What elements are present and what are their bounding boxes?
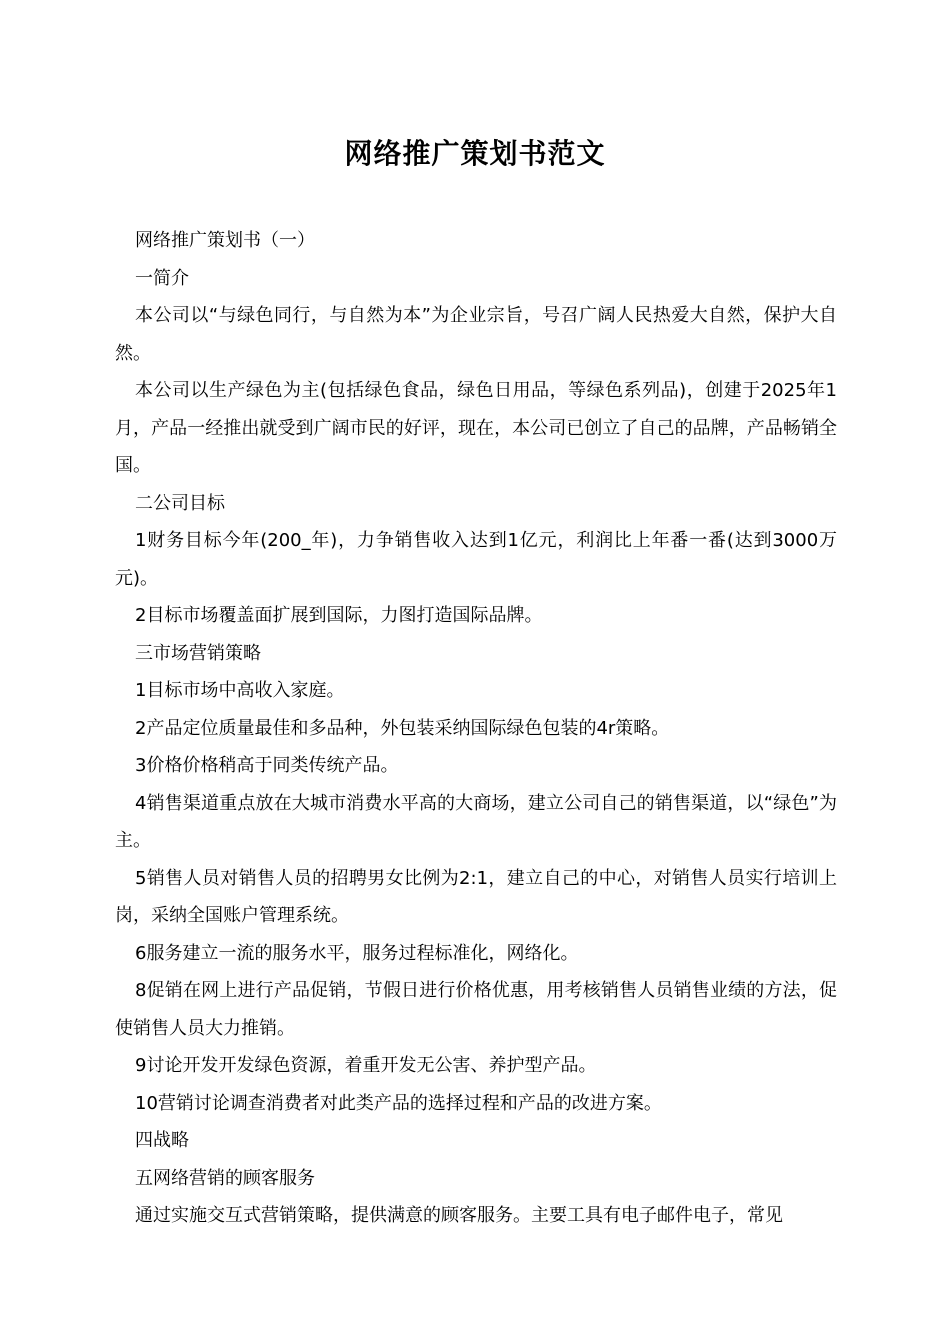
paragraph: 本公司以生产绿色为主(包括绿色食品，绿色日用品，等绿色系列品)，创建于2025年1月，产品一经推出就受到广阔市民的好评，现在，本公司已创立了自己的品牌，产品畅销全国。 bbox=[115, 380, 837, 476]
section-heading-customer-service: 五网络营销的顾客服务 bbox=[135, 1167, 315, 1189]
section-heading-strategy: 四战略 bbox=[135, 1130, 189, 1151]
section-heading-marketing-strategy: 三市场营销策略 bbox=[135, 642, 261, 664]
paragraph: 5销售人员对销售人员的招聘男女比例为2:1，建立自己的中心，对销售人员实行培训上岗，采纳全国账户管理系统。 bbox=[115, 867, 837, 926]
section-heading-company-goals: 二公司目标 bbox=[135, 492, 225, 514]
paragraph: 2产品定位质量最佳和多品种，外包装采纳国际绿色包装的4r策略。 bbox=[135, 717, 670, 739]
paragraph: 6服务建立一流的服务水平，服务过程标准化，网络化。 bbox=[135, 942, 579, 964]
document-body bbox=[115, 222, 837, 1235]
paragraph: 通过实施交互式营销策略，提供满意的顾客服务。主要工具有电子邮件电子，常见 bbox=[135, 1205, 783, 1226]
paragraph: 3价格价格稍高于同类传统产品。 bbox=[135, 755, 399, 776]
paragraph: 1财务目标今年(200_年)，力争销售收入达到1亿元，利润比上年番一番(达到3000万元)。 bbox=[115, 530, 837, 589]
paragraph: 10营销讨论调查消费者对此类产品的选择过程和产品的改进方案。 bbox=[135, 1092, 662, 1114]
paragraph: 2目标市场覆盖面扩展到国际，力图打造国际品牌。 bbox=[135, 605, 543, 626]
paragraph: 4销售渠道重点放在大城市消费水平高的大商场，建立公司自己的销售渠道，以“绿色”为主。 bbox=[115, 792, 837, 851]
paragraph: 9讨论开发开发绿色资源，着重开发无公害、养护型产品。 bbox=[135, 1055, 597, 1076]
paragraph: 1目标市场中高收入家庭。 bbox=[135, 680, 345, 701]
section-heading-introduction: 一简介 bbox=[135, 267, 189, 289]
paragraph: 8促销在网上进行产品促销，节假日进行价格优惠，用考核销售人员销售业绩的方法，促使销售人员大力推销。 bbox=[115, 980, 837, 1039]
paragraph: 本公司以“与绿色同行，与自然为本”为企业宗旨，号召广阔人民热爱大自然，保护大自然。 bbox=[115, 305, 837, 364]
document-title: 网络推广策划书范文 bbox=[344, 137, 606, 170]
paragraph-heading-part-one: 网络推广策划书（一） bbox=[135, 230, 315, 251]
